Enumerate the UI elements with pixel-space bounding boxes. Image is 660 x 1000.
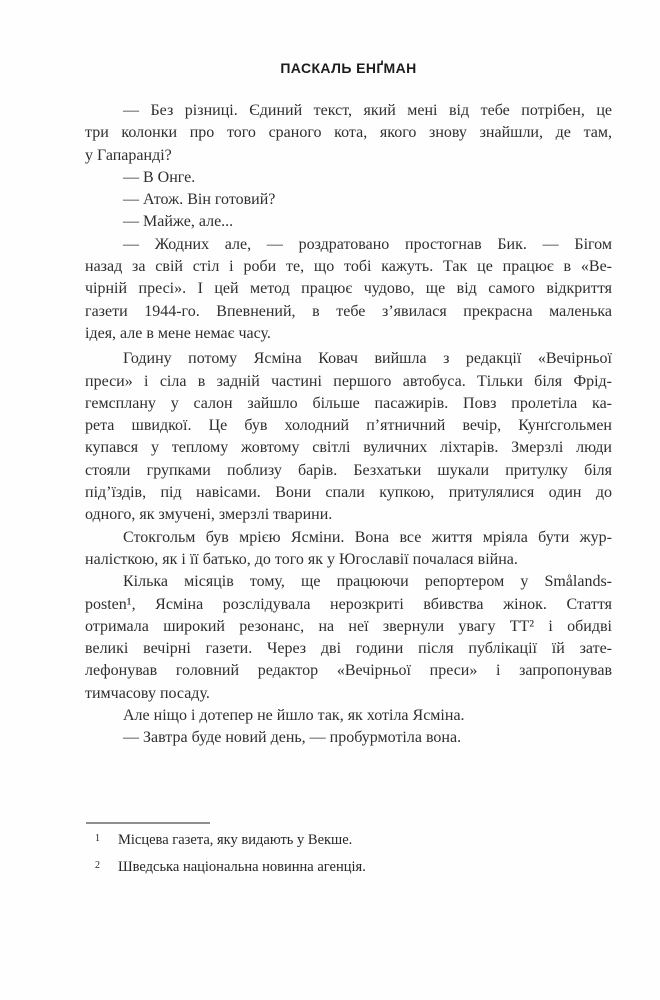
footnote-item [86,858,606,878]
text-line: Кілька місяців тому, ще працюючи репортером у Smålands- [123,573,612,591]
body-text [85,100,612,750]
text-line: купався у теплому жовтому світлі вуличних ліхтарів. Змерзлі люди [85,439,612,457]
paragraph [85,234,612,345]
text-line: Але ніщо і дотепер не йшло так, як хотіла Ясміна. [123,707,465,725]
text-line: — Жодних але, — роздратовано простогнав Бик. — Бігом [123,235,612,253]
paragraph [85,705,612,727]
paragraph [85,100,612,167]
footnotes [86,831,606,884]
text-line: назад за свій стіл і роби те, що тобі кажуть. Так це працює в «Ве- [85,258,612,276]
paragraph [85,189,612,211]
text-line: чірній пресі». І цей метод працює чудово, ще від самого відкриття [85,280,612,298]
text-line: Стокгольм був мрією Ясміни. Вона все життя мріяла бути жур- [123,528,612,546]
footnote-text: Місцева газета, яку видають у Векше. [118,832,353,848]
text-line: великі вечірні газети. Через дві години після публікації їй зате- [85,640,612,658]
text-line: ідея, але в мене немає часу. [85,324,271,342]
text-line: — Без різниці. Єдиний текст, який мені від тебе потрібен, це [123,102,612,119]
text-line: — Атож. Він готовий? [123,191,276,209]
text-line: одного, як змучені, змерзлі тварини. [85,506,333,524]
text-line: преси» і сіла в задній частині першого автобуса. Тільки біля Фрід- [85,372,612,390]
text-line: налісткою, як і її батько, до того як у Югославії почалася війна. [85,550,518,568]
text-line: у Гапаранді? [85,146,172,164]
paragraph [85,348,612,526]
text-line: — Завтра буде новий день, — пробурмотіла вона. [123,729,462,747]
text-line: рета швидкої. Це був холодний п’ятничний вечір, Кунґсгольмен [85,417,612,435]
running-head-author: ПАСКАЛЬ ЕНҐМАН [280,60,417,76]
text-line: стояли групками поблизу барів. Безхатьки шукали притулку біля [85,461,612,479]
paragraph [85,167,612,189]
text-line: газети 1944-го. Впевнений, в тебе з’явилася прекрасна маленька [85,302,612,320]
text-line: posten¹, Ясміна розслідувала нерозкриті вбивства жінок. Стаття [85,595,612,613]
footnote-marker: 1 [95,833,100,844]
paragraph [85,571,612,705]
footnote-item [86,831,606,851]
text-line: — В Онге. [123,168,196,186]
paragraph [85,727,612,749]
text-line: три колонки про того сраного кота, якого знову знайшли, де там, [85,124,612,142]
text-line: тимчасову посаду. [85,684,210,702]
text-line: гемсплану у салон зайшло більше пасажирів. Повз пролетіла ка- [85,394,612,412]
text-line: отримала широкий резонанс, на неї звернули увагу ТТ² і обидві [85,617,612,635]
paragraph [85,211,612,233]
text-line: — Майже, але... [123,213,234,231]
text-line: Годину потому Ясміна Ковач вийшла з редакції «Вечірньої [123,350,612,368]
footnote-separator-rule [86,822,210,824]
text-line: лефонував головний редактор «Вечірньої преси» і запропонував [85,662,612,680]
paragraph [85,527,612,572]
footnote-text: Шведська національна новинна агенція. [118,858,366,875]
text-line: під’їздів, під навісами. Вони спали купкою, притулялися один до [85,484,612,502]
footnote-marker: 2 [95,859,100,871]
